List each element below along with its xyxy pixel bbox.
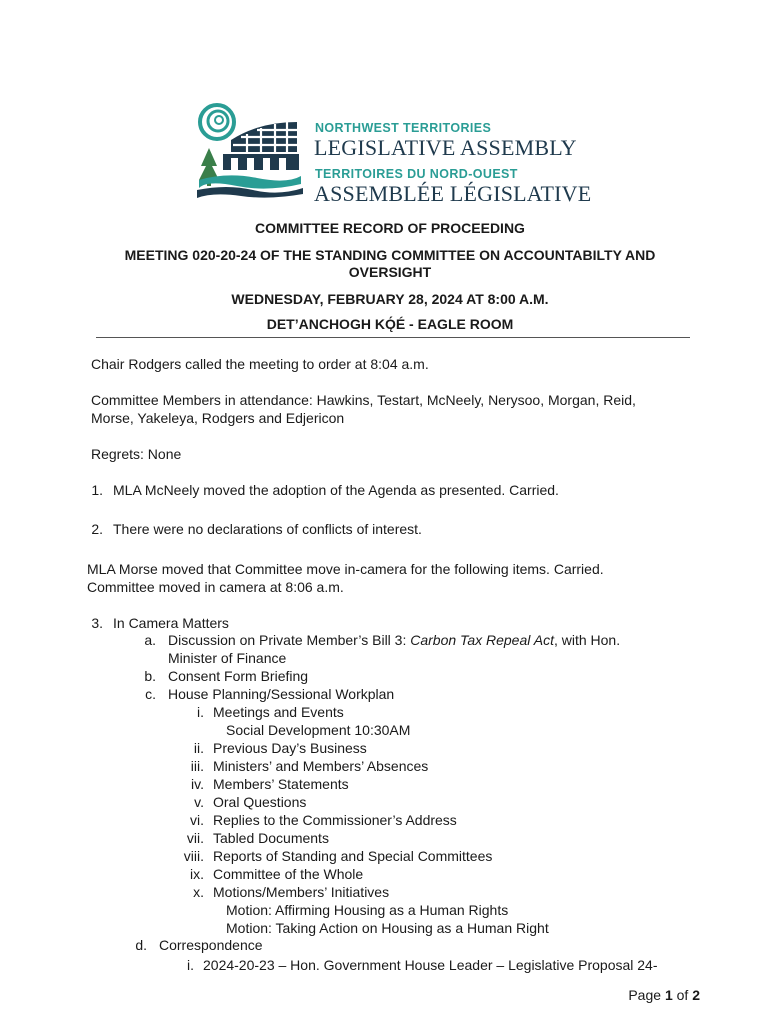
item3-text: In Camera Matters [113, 615, 229, 631]
attendance-line2: Morse, Yakeleya, Rodgers and Edjericon [91, 410, 345, 426]
workplan-item-number: ix. [190, 866, 204, 882]
workplan-item-number: v. [194, 794, 204, 810]
page-word: Page [628, 987, 662, 1003]
workplan-item-text: Members’ Statements [213, 776, 349, 792]
item3-number: 3. [91, 615, 103, 631]
incamera-motion-line2: Committee moved in camera at 8:06 a.m. [87, 579, 344, 595]
correspondence-item-text: 2024-20-23 – Hon. Government House Leader – Legislative Proposal 24- [203, 957, 658, 973]
item3c-text: House Planning/Sessional Workplan [168, 686, 395, 702]
correspondence-item-number: i. [187, 957, 194, 973]
meeting-room: DET’ANCHOGH KǪ́É - EAGLE ROOM [266, 316, 514, 332]
item3a-text-post: , with Hon. [553, 632, 621, 648]
workplan-item-text: Meetings and Events [213, 704, 344, 720]
workplan-item-number: ii. [193, 740, 204, 756]
workplan-item-text: Committee of the Whole [213, 866, 364, 882]
item3c-letter: c. [145, 686, 156, 702]
workplan-item-number: i. [197, 704, 204, 720]
workplan-item-number: iv. [191, 776, 204, 792]
item3a-text-line2: Minister of Finance [168, 650, 287, 666]
page-total: 2 [692, 987, 700, 1003]
workplan-item-text: Social Development 10:30AM [226, 722, 411, 738]
page-of-word: of [676, 987, 689, 1003]
item3a-text [168, 631, 620, 649]
logo-line-english-territory: NORTHWEST TERRITORIES [315, 121, 492, 135]
incamera-motion-line1: MLA Morse moved that Committee move in-camera for the following items. Carried. [87, 561, 604, 577]
meeting-title-line1: MEETING 020-20-24 OF THE STANDING COMMITTEE ON ACCOUNTABILTY AND [124, 247, 656, 263]
item2-text: There were no declarations of conflicts of interest. [113, 521, 422, 537]
heading-divider [96, 337, 690, 338]
workplan-item-text: Replies to the Commissioner’s Address [213, 812, 457, 828]
page-current: 1 [664, 987, 673, 1003]
meeting-date: WEDNESDAY, FEBRUARY 28, 2024 AT 8:00 A.M. [231, 291, 549, 307]
item3d-text: Correspondence [159, 937, 263, 953]
workplan-item-text: Motion: Taking Action on Housing as a Human Right [226, 920, 549, 936]
workplan-item-text: Oral Questions [213, 794, 307, 810]
assembly-emblem-icon [197, 100, 309, 200]
regrets: Regrets: None [91, 446, 182, 462]
meeting-title-line2: OVERSIGHT [348, 264, 432, 280]
workplan-item-text: Motions/Members’ Initiatives [213, 884, 390, 900]
workplan-item-number: iii. [190, 758, 204, 774]
item1-text: MLA McNeely moved the adoption of the Agenda as presented. Carried. [113, 482, 559, 498]
workplan-item-text: Tabled Documents [213, 830, 329, 846]
logo-line-english-assembly: LEGISLATIVE ASSEMBLY [314, 135, 577, 160]
workplan-item-text: Reports of Standing and Special Committees [213, 848, 493, 864]
item3b-text: Consent Form Briefing [168, 668, 309, 684]
logo-line-french-assembly: ASSEMBLÉE LÉGISLATIVE [314, 181, 592, 206]
workplan-item-number: x. [193, 884, 204, 900]
call-to-order: Chair Rodgers called the meeting to order at 8:04 a.m. [91, 356, 429, 372]
workplan-item-text: Ministers’ and Members’ Absences [213, 758, 429, 774]
item1-number: 1. [91, 482, 103, 498]
workplan-item-text: Motion: Affirming Housing as a Human Rights [226, 902, 509, 918]
item2-number: 2. [91, 521, 103, 537]
record-title: COMMITTEE RECORD OF PROCEEDING [255, 220, 525, 236]
workplan-item-text: Previous Day’s Business [213, 740, 367, 756]
item3a-letter: a. [144, 632, 156, 648]
workplan-item-number: vi. [190, 812, 204, 828]
attendance-line1: Committee Members in attendance: Hawkins, Testart, McNeely, Nerysoo, Morgan, Reid, [91, 392, 636, 408]
assembly-logo [197, 100, 597, 210]
item3a-text-pre: Discussion on Private Member’s Bill 3: [168, 632, 411, 648]
item3d-letter: d. [135, 937, 147, 953]
item3a-bill-title: Carbon Tax Repeal Act [410, 632, 554, 648]
item3b-letter: b. [144, 668, 156, 684]
workplan-item-number: viii. [183, 848, 204, 864]
page-number [600, 987, 700, 1003]
logo-line-french-territory: TERRITOIRES DU NORD-OUEST [315, 167, 518, 181]
workplan-item-number: vii. [186, 830, 204, 846]
